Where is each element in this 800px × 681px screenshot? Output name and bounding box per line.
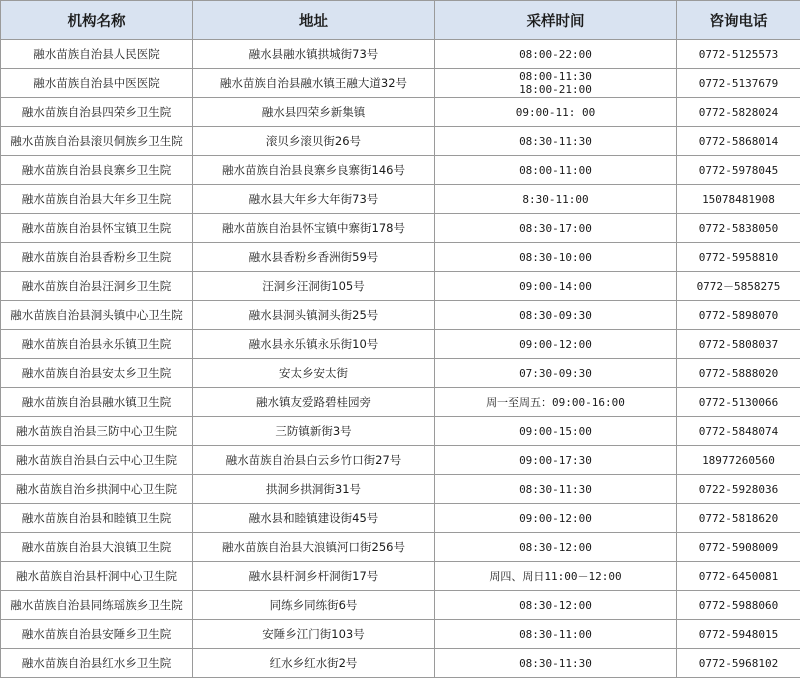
table-row (1, 446, 800, 475)
table-row (1, 359, 800, 388)
phone-cell: 0772-5130066 (677, 388, 800, 417)
sampling-time-cell (435, 185, 677, 214)
address-cell: 融水县永乐镇永乐街10号 (193, 330, 435, 359)
sampling-time-value: 08:30-10:00 (519, 250, 592, 264)
address-cell: 融水镇友爱路碧桂园旁 (193, 388, 435, 417)
sampling-time-value: 08:30-12:00 (519, 540, 592, 554)
sampling-time-cell (435, 417, 677, 446)
institution-name-cell: 融水苗族自治县四荣乡卫生院 (1, 98, 193, 127)
phone-cell: 0772-5958810 (677, 243, 800, 272)
institution-name-cell: 融水苗族自治县安太乡卫生院 (1, 359, 193, 388)
institution-name-cell: 融水苗族自治县融水镇卫生院 (1, 388, 193, 417)
table-row (1, 272, 800, 301)
header-address: 地址 (193, 1, 435, 40)
address-cell: 融水苗族自治县怀宝镇中寨街178号 (193, 214, 435, 243)
sampling-time-cell (435, 475, 677, 504)
header-row (1, 1, 800, 40)
phone-cell: 0772-5978045 (677, 156, 800, 185)
table-row (1, 562, 800, 591)
address-cell: 汪洞乡汪洞街105号 (193, 272, 435, 301)
address-cell: 融水县香粉乡香洲街59号 (193, 243, 435, 272)
phone-cell: 0772-5818620 (677, 504, 800, 533)
institution-name-cell: 融水苗族自治县洞头镇中心卫生院 (1, 301, 193, 330)
table-row (1, 475, 800, 504)
institution-name-cell: 融水苗族自治县人民医院 (1, 40, 193, 69)
table-row (1, 98, 800, 127)
table-row (1, 591, 800, 620)
sampling-time-value: 08:30-11:30 (519, 482, 592, 496)
institution-name-cell: 融水苗族自治县同练瑶族乡卫生院 (1, 591, 193, 620)
sampling-time-cell (435, 330, 677, 359)
sampling-time-value: 08:00-11:30 (519, 70, 592, 83)
institution-name-cell: 融水苗族自治县大年乡卫生院 (1, 185, 193, 214)
address-cell: 融水苗族自治县白云乡竹口街27号 (193, 446, 435, 475)
institution-name-cell: 融水苗族自治县香粉乡卫生院 (1, 243, 193, 272)
header-phone: 咨询电话 (677, 1, 800, 40)
table-row (1, 301, 800, 330)
phone-cell: 0772-5137679 (677, 69, 800, 98)
sampling-time-value: 08:30-11:30 (519, 656, 592, 670)
phone-cell: 0772-5868014 (677, 127, 800, 156)
sampling-time-value: 08:30-12:00 (519, 598, 592, 612)
phone-cell: 0772-5898070 (677, 301, 800, 330)
sampling-time-value: 08:00-22:00 (519, 47, 592, 61)
phone-cell: 0772-5968102 (677, 649, 800, 678)
table-row (1, 417, 800, 446)
institution-name-cell: 融水苗族自治县和睦镇卫生院 (1, 504, 193, 533)
sampling-time-cell (435, 272, 677, 301)
sampling-time-cell (435, 127, 677, 156)
address-cell: 融水苗族自治县融水镇王融大道32号 (193, 69, 435, 98)
table-row (1, 40, 800, 69)
institution-name-cell: 融水苗族自治县怀宝镇卫生院 (1, 214, 193, 243)
phone-cell: 0772-5125573 (677, 40, 800, 69)
table-body (1, 40, 800, 678)
institution-name-cell: 融水苗族自治乡拱洞中心卫生院 (1, 475, 193, 504)
header-sampling-time: 采样时间 (435, 1, 677, 40)
phone-cell: 0772-5848074 (677, 417, 800, 446)
sampling-time-cell (435, 446, 677, 475)
institution-name-cell: 融水苗族自治县杆洞中心卫生院 (1, 562, 193, 591)
table-header (1, 1, 800, 40)
sampling-time-cell (435, 98, 677, 127)
sampling-time-value: 周四、周日11:00－12:00 (489, 569, 622, 583)
phone-cell: 0772－5858275 (677, 272, 800, 301)
sampling-time-cell (435, 301, 677, 330)
institution-name-cell: 融水苗族自治县汪洞乡卫生院 (1, 272, 193, 301)
sampling-time-cell (435, 533, 677, 562)
address-cell: 融水县洞头镇洞头街25号 (193, 301, 435, 330)
sampling-time-value: 8:30-11:00 (522, 192, 589, 206)
address-cell: 融水苗族自治县大浪镇河口街256号 (193, 533, 435, 562)
phone-cell: 0772-5808037 (677, 330, 800, 359)
table-row (1, 330, 800, 359)
phone-cell: 0772-6450081 (677, 562, 800, 591)
address-cell: 融水县融水镇拱城街73号 (193, 40, 435, 69)
phone-cell: 0722-5928036 (677, 475, 800, 504)
header-institution: 机构名称 (1, 1, 193, 40)
address-cell: 融水苗族自治县良寨乡良寨街146号 (193, 156, 435, 185)
sampling-time-cell (435, 562, 677, 591)
phone-cell: 0772-5828024 (677, 98, 800, 127)
institution-name-cell: 融水苗族自治县良寨乡卫生院 (1, 156, 193, 185)
address-cell: 融水县四荣乡新集镇 (193, 98, 435, 127)
sampling-time-cell (435, 40, 677, 69)
sampling-time-value: 09:00-15:00 (519, 424, 592, 438)
sampling-time-value: 08:30-17:00 (519, 221, 592, 235)
phone-cell: 0772-5888020 (677, 359, 800, 388)
sampling-time-value: 08:30-11:30 (519, 134, 592, 148)
sampling-time-cell (435, 214, 677, 243)
table-row (1, 69, 800, 98)
phone-cell: 0772-5908009 (677, 533, 800, 562)
address-cell: 同练乡同练街6号 (193, 591, 435, 620)
institution-name-cell: 融水苗族自治县红水乡卫生院 (1, 649, 193, 678)
sampling-time-value: 18:00-21:00 (519, 83, 592, 96)
institution-name-cell: 融水苗族自治县中医医院 (1, 69, 193, 98)
address-cell: 安陲乡江门街103号 (193, 620, 435, 649)
institution-name-cell: 融水苗族自治县白云中心卫生院 (1, 446, 193, 475)
table-row (1, 127, 800, 156)
sampling-time-value: 周一至周五：09:00-16:00 (486, 395, 625, 409)
sampling-time-cell (435, 504, 677, 533)
sampling-time-cell (435, 69, 677, 98)
institution-name-cell: 融水苗族自治县三防中心卫生院 (1, 417, 193, 446)
table-row (1, 243, 800, 272)
phone-cell: 0772-5948015 (677, 620, 800, 649)
institution-name-cell: 融水苗族自治县永乐镇卫生院 (1, 330, 193, 359)
address-cell: 融水县杆洞乡杆洞街17号 (193, 562, 435, 591)
address-cell: 三防镇新街3号 (193, 417, 435, 446)
institution-name-cell: 融水苗族自治县大浪镇卫生院 (1, 533, 193, 562)
phone-cell: 15078481908 (677, 185, 800, 214)
table-row (1, 649, 800, 678)
table-row (1, 214, 800, 243)
sampling-time-cell (435, 620, 677, 649)
sampling-time-value: 08:30-09:30 (519, 308, 592, 322)
sampling-time-value: 09:00-12:00 (519, 337, 592, 351)
institution-name-cell: 融水苗族自治县安陲乡卫生院 (1, 620, 193, 649)
address-cell: 拱洞乡拱洞街31号 (193, 475, 435, 504)
table-row (1, 533, 800, 562)
address-cell: 安太乡安太街 (193, 359, 435, 388)
sampling-time-cell (435, 359, 677, 388)
table-row (1, 185, 800, 214)
sampling-time-value: 07:30-09:30 (519, 366, 592, 380)
sampling-time-value: 09:00-12:00 (519, 511, 592, 525)
sampling-time-value: 09:00-17:30 (519, 453, 592, 467)
address-cell: 融水县和睦镇建设街45号 (193, 504, 435, 533)
phone-cell: 18977260560 (677, 446, 800, 475)
phone-cell: 0772-5838050 (677, 214, 800, 243)
address-cell: 红水乡红水街2号 (193, 649, 435, 678)
sampling-time-value: 09:00-11: 00 (515, 105, 596, 119)
institution-name-cell: 融水苗族自治县滚贝侗族乡卫生院 (1, 127, 193, 156)
sampling-time-cell (435, 156, 677, 185)
address-cell: 滚贝乡滚贝街26号 (193, 127, 435, 156)
phone-cell: 0772-5988060 (677, 591, 800, 620)
table-row (1, 156, 800, 185)
address-cell: 融水县大年乡大年街73号 (193, 185, 435, 214)
sampling-time-value: 08:00-11:00 (519, 163, 592, 177)
sampling-time-value: 09:00-14:00 (519, 279, 592, 293)
sampling-time-cell (435, 388, 677, 417)
table-row (1, 504, 800, 533)
sampling-time-cell (435, 591, 677, 620)
sampling-time-cell (435, 649, 677, 678)
sampling-time-cell (435, 243, 677, 272)
sampling-time-value: 08:30-11:00 (519, 627, 592, 641)
table-row (1, 620, 800, 649)
table-row (1, 388, 800, 417)
